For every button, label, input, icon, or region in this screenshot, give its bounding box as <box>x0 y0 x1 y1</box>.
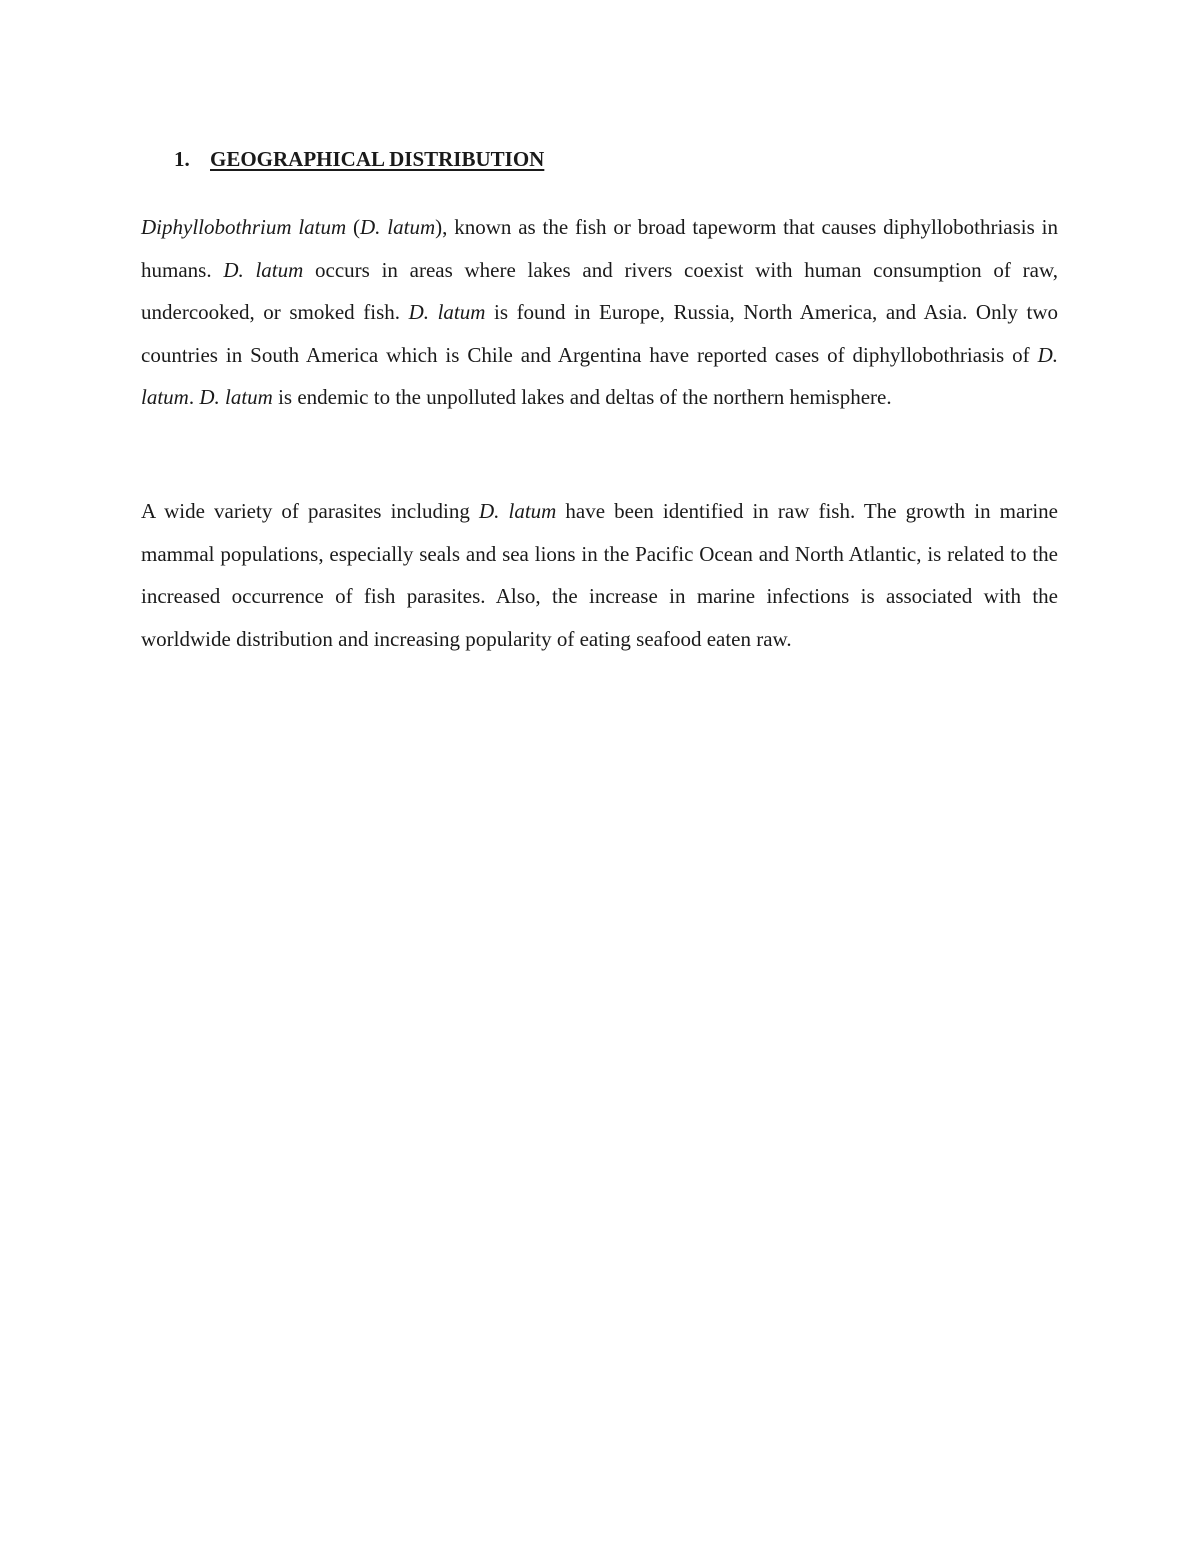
species-abbrev: D. latum <box>223 257 304 282</box>
text-run: have been identified in raw fish. The growth in marine mammal populations, especially seals and sea lions in the Pacific Ocean and North Atlantic, is related to the increased occurrence of fish parasites. Also, the increase in marine infections is associated with the worldwide distribution and increasing popularity of eating seafood eaten raw. <box>141 499 1058 651</box>
section-title: GEOGRAPHICAL DISTRIBUTION <box>210 147 545 171</box>
text-run: occurs in areas where lakes and rivers coexist with human consumption of raw, undercooked, or smoked fish. <box>141 257 1058 324</box>
paragraph-parasites <box>141 490 1058 660</box>
species-name: Diphyllobothrium latum <box>141 215 347 239</box>
section-number: 1. <box>174 147 190 171</box>
text-run: ( <box>346 215 361 239</box>
text-run: A wide variety of parasites including <box>141 499 479 523</box>
species-abbrev: D. latum <box>141 342 1058 409</box>
text-run: ), known as the fish or broad tapeworm that causes diphyllobothriasis in humans. <box>141 215 1058 282</box>
section-heading <box>174 145 544 173</box>
text-run: is found in Europe, Russia, North America, and Asia. Only two countries in South America which is Chile and Argentina have reported cases of diphyllobothriasis of <box>141 300 1058 367</box>
species-abbrev: D. latum <box>478 499 557 523</box>
species-abbrev: D. latum <box>199 385 273 409</box>
species-abbrev: D. latum <box>408 300 486 324</box>
paragraph-distribution <box>141 206 1058 419</box>
text-run: . <box>188 385 200 409</box>
text-run: is endemic to the unpolluted lakes and deltas of the northern hemisphere. <box>272 385 892 409</box>
species-abbrev: D. latum <box>360 215 436 239</box>
